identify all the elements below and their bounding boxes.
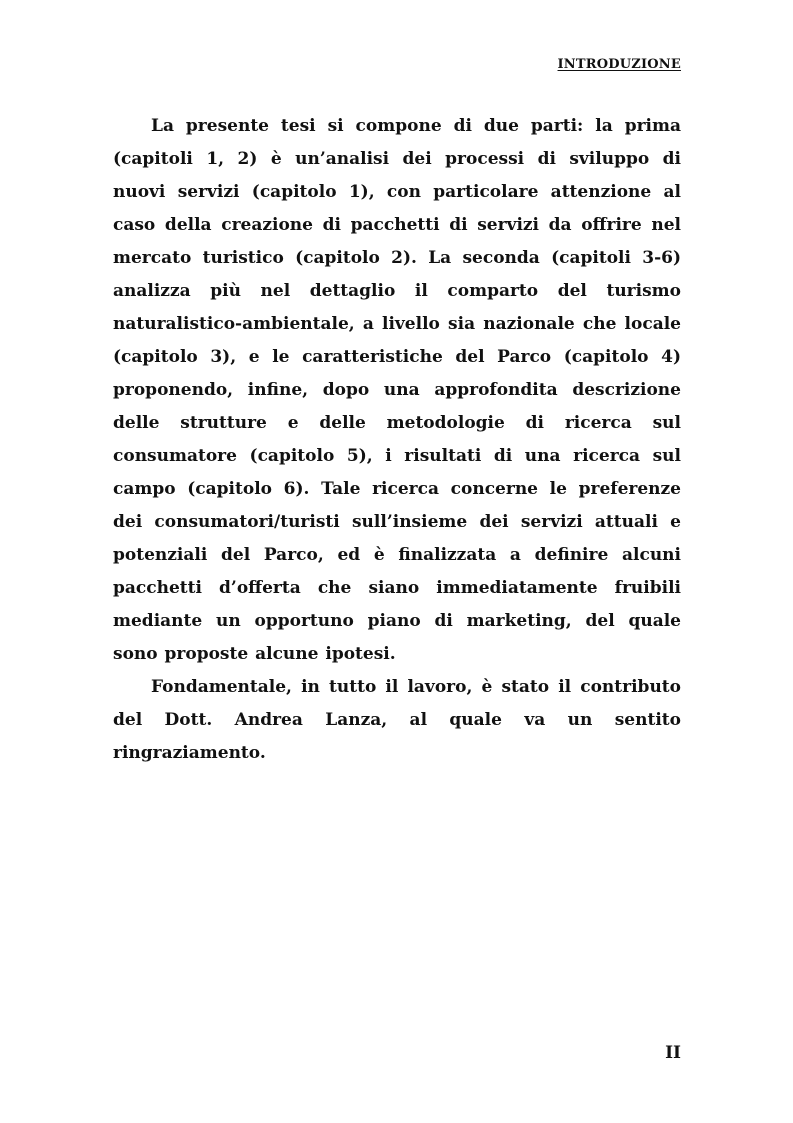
paragraph-thesis-structure: La presente tesi si compone di due parti: la prima (capitoli 1, 2) è un’analisi dei processi di sviluppo di nuovi servizi (capitolo 1), con particolare attenzione al caso della creazione di pacchetti di servizi da offrire nel mercato turistico (capitolo 2). La seconda (capitoli 3-6) analizza più nel dettaglio il comparto del turismo naturalistico-ambientale, a livello sia nazionale che locale (capitolo 3), e le caratteristiche del Parco (capitolo 4) proponendo, infine, dopo una approfondita descrizione delle strutture e delle metodologie di ricerca sul consumatore (capitolo 5), i risultati di una ricerca sul campo (capitolo 6). Tale ricerca concerne le preferenze dei consumatori/turisti sull’insieme dei servizi attuali e potenziali del Parco, ed è finalizzata a definire alcuni pacchetti d’offerta che siano immediatamente fruibili mediante un opportuno piano di marketing, del quale sono proposte alcune ipotesi. [113, 116, 681, 664]
paragraph-acknowledgement: Fondamentale, in tutto il lavoro, è stato il contributo del Dott. Andrea Lanza, al quale va un sentito ringraziamento. [113, 677, 681, 763]
page-number: II [665, 1043, 681, 1063]
running-header-title: INTRODUZIONE [557, 57, 681, 72]
body-text [113, 110, 681, 770]
